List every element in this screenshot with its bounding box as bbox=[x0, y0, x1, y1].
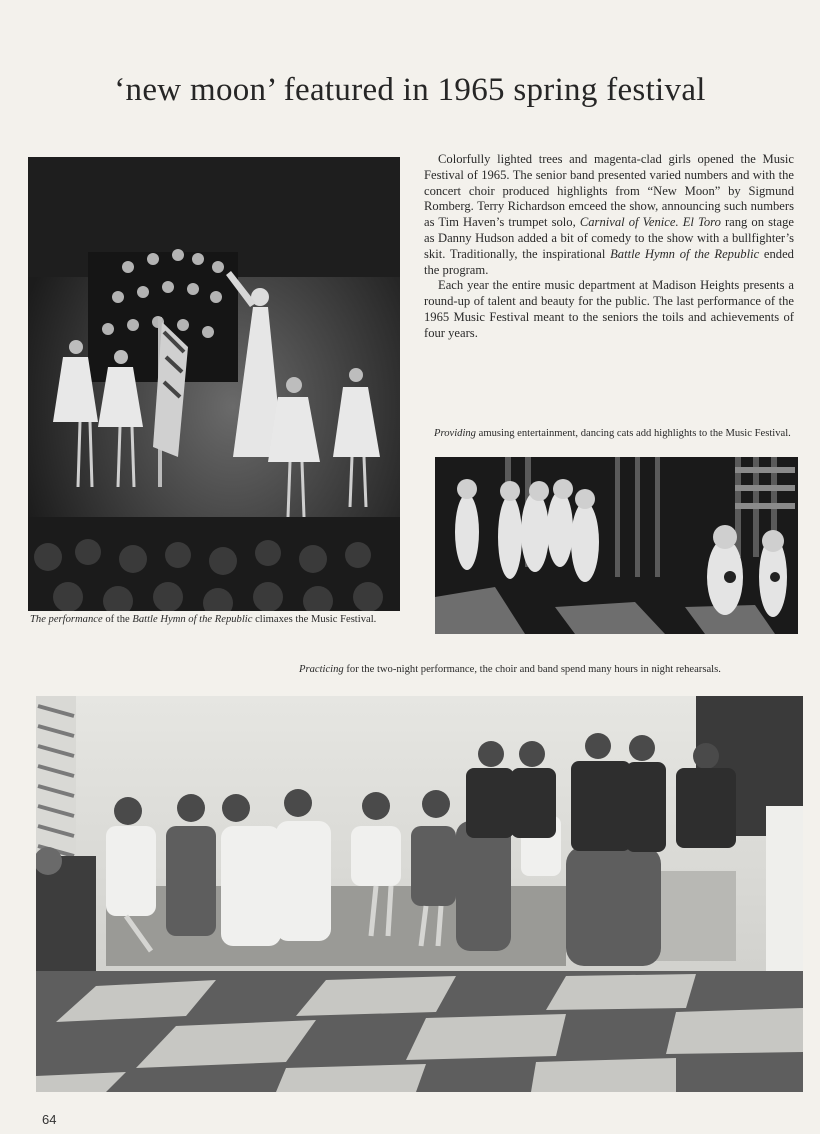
battle-hymn-photo-image bbox=[28, 157, 400, 611]
dancing-cats-photo-image bbox=[435, 457, 798, 634]
rehearsal-photo-image bbox=[36, 696, 803, 1092]
article-text: Colorfully lighted trees and magenta-clad girls opened the Music Festival of 1965. The senior band presented varied numbers and with the concert choir produced highlights from “New Moon” by Sigmund Romberg. Terry Richardson emceed the show, announcing such numbers as Tim Haven’s trumpet solo, bbox=[424, 152, 794, 230]
article-paragraph-2: Each year the entire music department at Madison Heights presents a round-up of talent and beauty for the public. The last performance of the 1965 Music Festival meant to the seniors the toils and achievements of four years. bbox=[424, 278, 794, 340]
article-body bbox=[424, 152, 794, 342]
dancing-cats-photo bbox=[435, 457, 798, 634]
caption-text: of the bbox=[102, 614, 133, 625]
caption-lead: Providing bbox=[434, 428, 476, 439]
page-number: 64 bbox=[42, 1112, 57, 1127]
article-italic: Carnival of Venice. El Toro bbox=[579, 215, 721, 230]
rehearsal-photo bbox=[36, 696, 803, 1092]
article-italic: Battle Hymn of the Republic bbox=[610, 246, 760, 261]
caption-text: climaxes the Music Festival. bbox=[252, 614, 377, 625]
article-text: ended the program. bbox=[424, 246, 794, 277]
caption-lead: The performance bbox=[30, 614, 103, 625]
dancing-cats-caption bbox=[434, 428, 800, 440]
battle-hymn-caption bbox=[30, 614, 400, 626]
caption-text: for the two-night performance, the choir and band spend many hours in night rehearsals. bbox=[343, 664, 721, 675]
caption-lead: Practicing bbox=[299, 664, 344, 675]
article-paragraph-1 bbox=[424, 152, 794, 278]
caption-text: amusing entertainment, dancing cats add highlights to the Music Festival. bbox=[475, 428, 791, 439]
page-title: ‘new moon’ featured in 1965 spring festival bbox=[114, 72, 706, 108]
rehearsal-caption bbox=[299, 664, 803, 676]
battle-hymn-photo bbox=[28, 157, 400, 611]
caption-song-title: Battle Hymn of the Republic bbox=[132, 614, 253, 625]
article-text: rang on stage as Danny Hudson added a bit of comedy to the show with a bullfighter’s skit. Traditionally, the inspirational bbox=[424, 215, 794, 261]
